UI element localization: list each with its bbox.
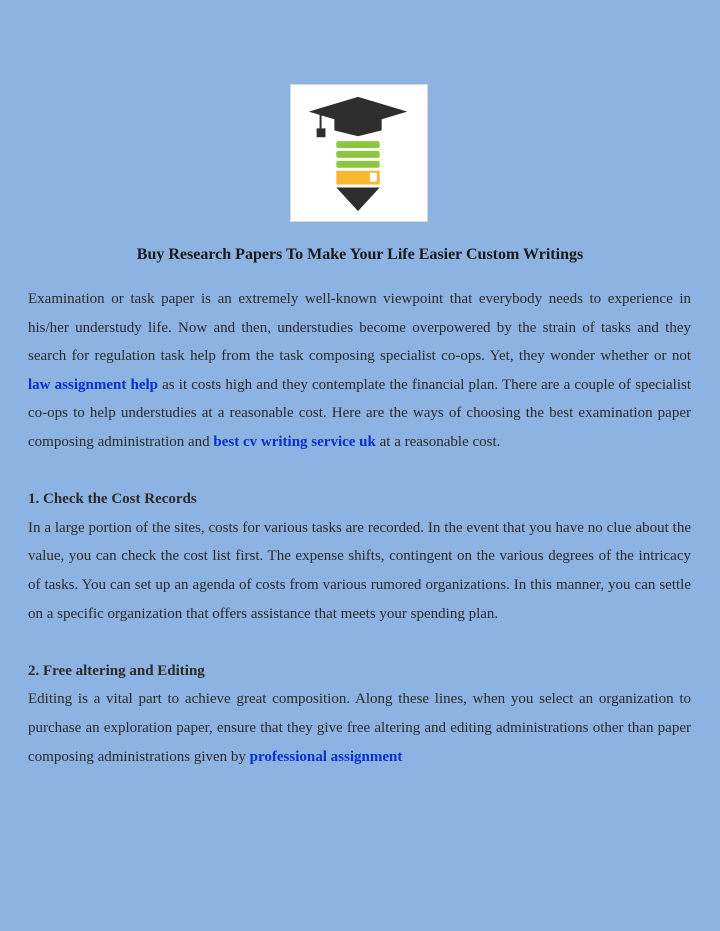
section-heading-cost-records: 1. Check the Cost Records [28,491,197,508]
section-body-free-editing [28,685,691,771]
section-heading-free-editing: 2. Free altering and Editing [28,662,205,679]
intro-text-2: as it costs high and they contemplate the financial plan. There are a couple of specialist co-ops to help understudies at a reasonable cost. Here are the ways of choosing the best examination paper composing administration and [28,376,691,450]
graduation-cap-pencil-icon [291,85,427,221]
section-body-cost-records: In a large portion of the sites, costs for various tasks are recorded. In the event that you have no clue about the value, you can check the cost list first. The expense shifts, contingent on the various degrees of the intricacy of tasks. You can set up an agenda of costs from various rumored organizations. In this manner, you can settle on a specific organization that offers assistance that meets your spending plan. [28,519,691,622]
intro-text-3: at a reasonable cost. [375,433,501,450]
cv-writing-service-link[interactable]: best cv writing service uk [213,433,376,450]
section-body-text: Editing is a vital part to achieve great composition. Along these lines, when you select an organization to purchase an exploration paper, ensure that they give free altering and editing administrations other than paper composing administrations given by [28,691,691,765]
logo [290,84,428,222]
law-assignment-help-link[interactable]: law assignment help [28,376,158,393]
article-body [28,285,691,771]
intro-paragraph [28,285,691,457]
intro-text-1: Examination or task paper is an extremely well-known viewpoint that everybody needs to experience in his/her understudy life. Now and then, understudies become overpowered by the strain of tasks and they search for regulation task help from the task composing specialist co-ops. Yet, they wonder whether or not [28,291,691,365]
professional-assignment-link[interactable]: professional assignment [249,748,403,765]
page-title: Buy Research Papers To Make Your Life Easier Custom Writings [136,246,584,263]
